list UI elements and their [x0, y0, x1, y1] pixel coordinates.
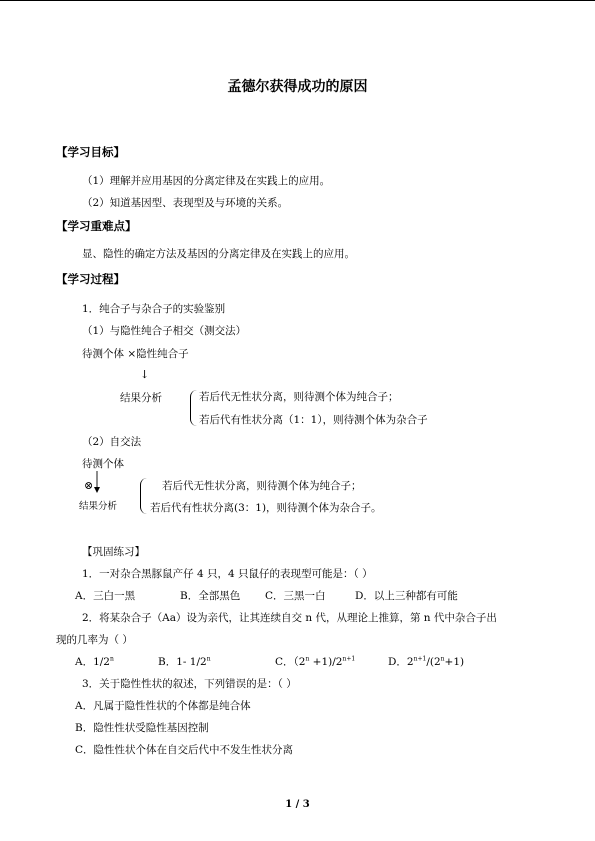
- question-1: 1．一对杂合黑豚鼠产仔 4 只，4 只鼠仔的表现型可能是：（ ）: [82, 568, 373, 580]
- analysis-2-result-b: 若后代有性状分离(3：1)，则待测个体为杂合子。: [150, 502, 382, 514]
- self-cross-symbol: ⊗: [84, 479, 94, 492]
- page-title: 孟德尔获得成功的原因: [227, 79, 368, 95]
- q3-option-c: C．隐性性状个体在自交后代中不发生性状分离: [75, 744, 294, 756]
- heading-learning-goals: 【学习目标】: [56, 145, 125, 159]
- q1-option-a: A．三白一黑: [75, 590, 136, 602]
- q2-option-c: C．$(2^n +1)/2^{n+1}$: [275, 655, 356, 668]
- q2-option-a: A．1/2$^n$: [75, 655, 114, 668]
- question-2-line-1: 2．将某杂合子（Aa）设为亲代，让其连续自交 n 代，从理论上推算，第 n 代中杂合子出: [82, 612, 497, 624]
- analysis-1-result-b: 若后代有性状分离（1：1），则待测个体为杂合子: [199, 414, 428, 426]
- process-sub-1: （1）与隐性纯合子相交（测交法）: [82, 325, 247, 337]
- key-points-text: 显、隐性的确定方法及基因的分离定律及在实践上的应用。: [82, 248, 355, 260]
- analysis-1-result-a: 若后代无性状分离，则待测个体为纯合子；: [199, 391, 399, 403]
- q1-option-c: C．三黑一白: [265, 590, 326, 602]
- brace-1: [190, 390, 197, 426]
- testcross-formula: 待测个体 ×隐性纯合子: [82, 348, 189, 360]
- process-line-1: 1．纯合子与杂合子的实验鉴别: [82, 303, 226, 315]
- q1-option-b: B．全部黑色: [180, 590, 241, 602]
- heading-key-points: 【学习重难点】: [56, 219, 137, 233]
- top-rule: [0, 0, 595, 1]
- analysis-2-result-a: 若后代无性状分离，则待测个体为纯合子；: [162, 480, 362, 492]
- goal-item-1: （1）理解并应用基因的分离定律及在实践上的应用。: [82, 175, 331, 187]
- heading-learning-process: 【学习过程】: [56, 272, 125, 286]
- process-sub-2: （2）自交法: [82, 436, 142, 448]
- analysis-label-1: 结果分析: [120, 392, 162, 404]
- page-number: 1 / 3: [285, 799, 310, 810]
- self-cross-subject: 待测个体: [82, 458, 124, 470]
- q2-option-b: B．1- 1/2$^n$: [158, 655, 211, 668]
- q3-option-b: B．隐性性状受隐性基因控制: [75, 722, 209, 734]
- q2-option-d: D．$2^{n+1}/(2^n+1)$: [388, 655, 465, 668]
- q1-option-d: D．以上三种都有可能: [355, 590, 458, 602]
- brace-2: [140, 478, 147, 514]
- down-arrow-icon: ↓: [140, 368, 150, 381]
- analysis-label-2: 结果分析: [79, 501, 118, 512]
- question-3: 3．关于隐性性状的叙述，下列错误的是：（ ）: [82, 678, 297, 690]
- q3-option-a: A．凡属于隐性性状的个体都是纯合体: [75, 700, 251, 712]
- goal-item-2: （2）知道基因型、表现型及与环境的关系。: [82, 197, 289, 209]
- heading-practice: 【巩固练习】: [82, 546, 145, 558]
- question-2-line-2: 现的几率为（ ）: [56, 634, 133, 646]
